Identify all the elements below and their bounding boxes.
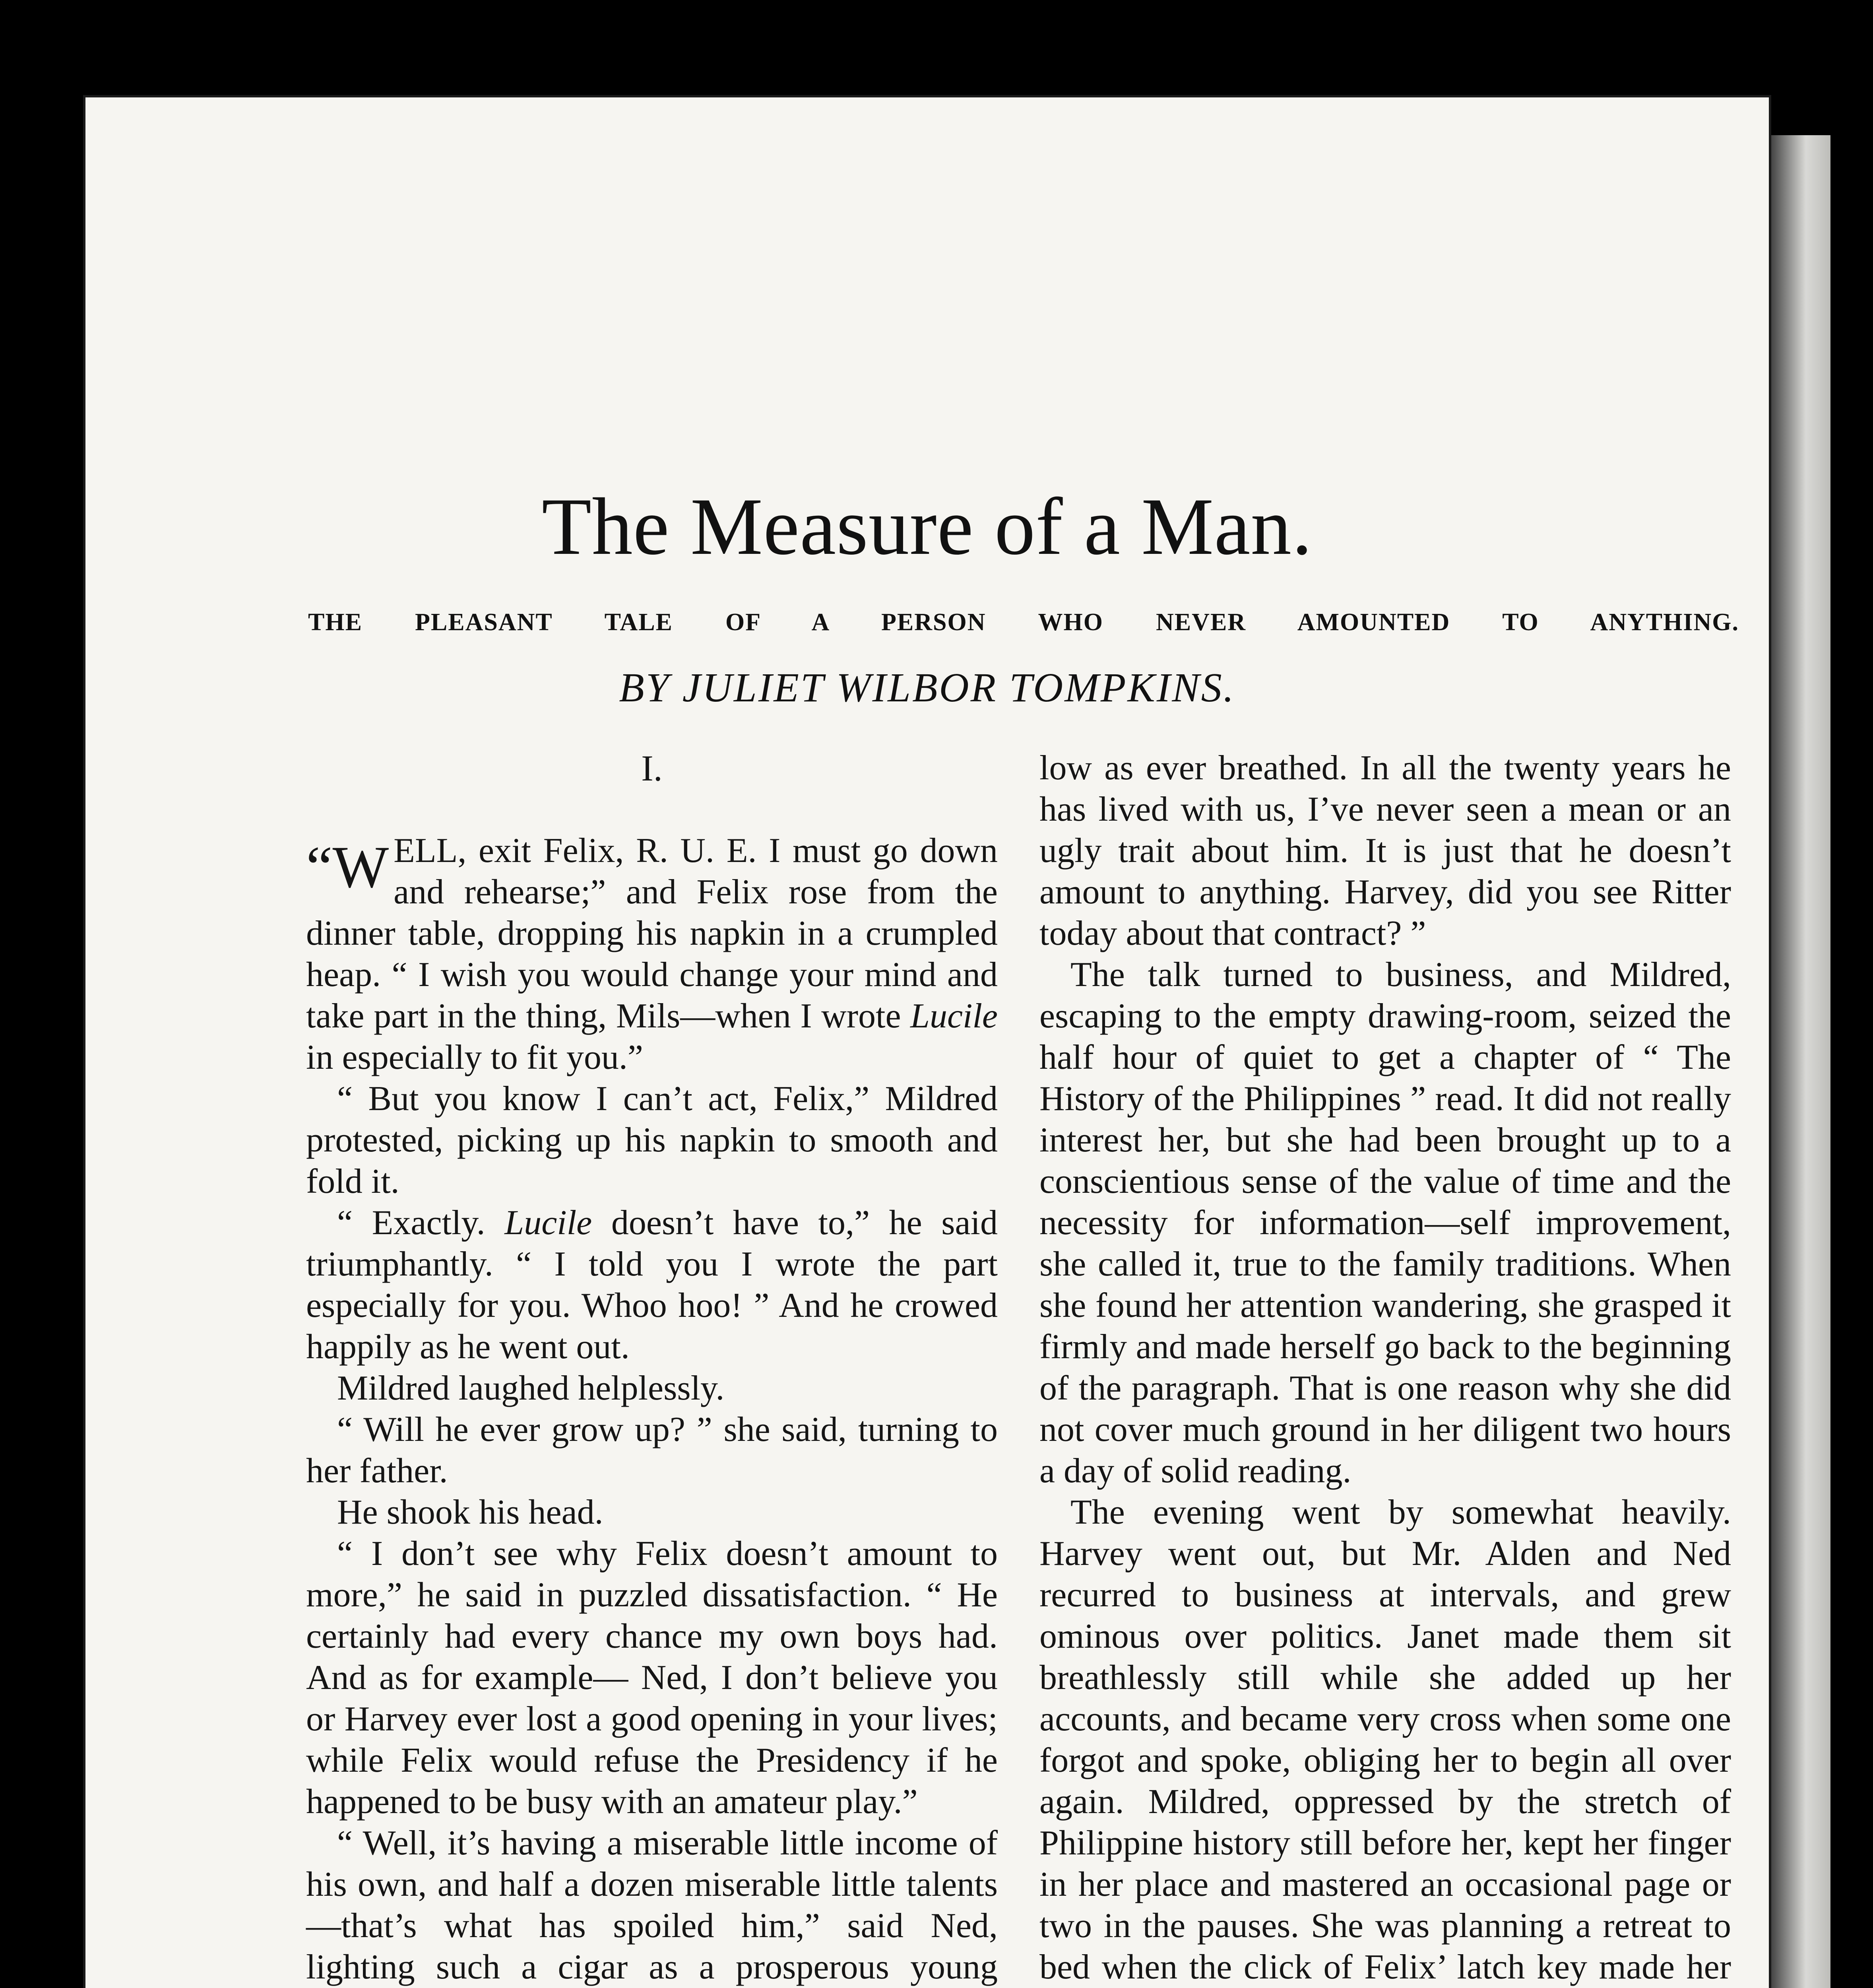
italic-text: Lucile bbox=[910, 997, 998, 1035]
italic-text: Lucile bbox=[504, 1204, 592, 1242]
article-byline: BY JULIET WILBOR TOMPKINS. bbox=[619, 665, 1235, 711]
paragraph: He shook his head. bbox=[337, 1493, 603, 1532]
paragraph-text: “ Exactly. bbox=[337, 1204, 485, 1242]
paragraph: low as ever breathed. In all the twenty years he has lived with us, I’ve never seen a mean or an ugly trait about him. It is just that he doesn’t amount to anything. Harvey, did you see Ritter today about that contract? ” bbox=[1039, 749, 1731, 953]
magazine-page bbox=[85, 97, 1769, 1988]
paragraph: The talk turned to business, and Mildred, escaping to the empty drawing-room, seized the half hour of quiet to get a chapter of “ The History of the Philippines ” read. It did not really interest her, but she had been brought up to a conscientious sense of the value of time and the necessity for information—self improvement, she called it, true to the family traditions. When she found her attention wandering, she grasped it firmly and made herself go back to the beginning of the paragraph. That is one reason why she did not cover much ground in her diligent two hours a day of solid reading. bbox=[1039, 955, 1731, 1490]
paragraph: “ Well, it’s having a miserable little income of his own, and half a dozen miserable little talents—that’s what has spoiled him,” said Ned, lighting such a cigar as a prosperous young bbox=[306, 1824, 998, 1986]
page-edge bbox=[1769, 135, 1830, 1988]
article-subtitle: THE PLEASANT TALE OF A PERSON WHO NEVER AMOUNTED TO ANYTHING. bbox=[308, 609, 1739, 636]
paragraph bbox=[306, 1202, 998, 1368]
paragraph: The evening went by somewhat heavily. Harvey went out, but Mr. Alden and Ned recurred to business at intervals, and grew ominous over politics. Janet made them sit breathlessly still while she added up her accounts, and became very cross when some one forgot and spoke, obliging her to begin all over again. Mildred, oppressed by the stretch of Philippine history still before her, kept her finger in her place and mastered an occasional page or two in the pauses. She was planning a retreat to bed when the click of Felix’ latch key made her bbox=[1039, 1493, 1731, 1986]
paragraph-text: ELL, exit Felix, R. U. E. I must go down and rehearse;” and Felix rose from the dinner table, dropping his napkin in a crumpled heap. “ I wish you would change your mind and take part in the thing, Mils—when I wrote bbox=[306, 831, 998, 1035]
paragraph: “ But you know I can’t act, Felix,” Mildred protested, picking up his napkin to smooth and fold it. bbox=[306, 1079, 998, 1201]
paragraph-text: in especially to fit you.” bbox=[306, 1038, 643, 1077]
paragraph bbox=[306, 830, 998, 1078]
drop-cap: “W bbox=[306, 834, 389, 900]
left-column bbox=[306, 747, 998, 1988]
paragraph: “ Will he ever grow up? ” she said, turning to her father. bbox=[306, 1410, 998, 1490]
section-number: I. bbox=[641, 748, 663, 788]
paragraph: Mildred laughed helplessly. bbox=[337, 1369, 725, 1408]
paragraph-text: doesn’t have to,” he said triumphantly. “ I told you I wrote the part especially for you. Whoo hoo! ” And he crowed happily as he went out. bbox=[306, 1204, 998, 1366]
paragraph: “ I don’t see why Felix doesn’t amount to more,” he said in puzzled dissatisfaction. “ He certainly had every chance my own boys had. And as for example— Ned, I don’t believe you or Harvey ever lost a good opening in your lives; while Felix would refuse the Presidency if he happened to be busy with an amateur play.” bbox=[306, 1534, 998, 1821]
right-column bbox=[1039, 747, 1731, 1988]
article-title: The Measure of a Man. bbox=[541, 481, 1313, 572]
